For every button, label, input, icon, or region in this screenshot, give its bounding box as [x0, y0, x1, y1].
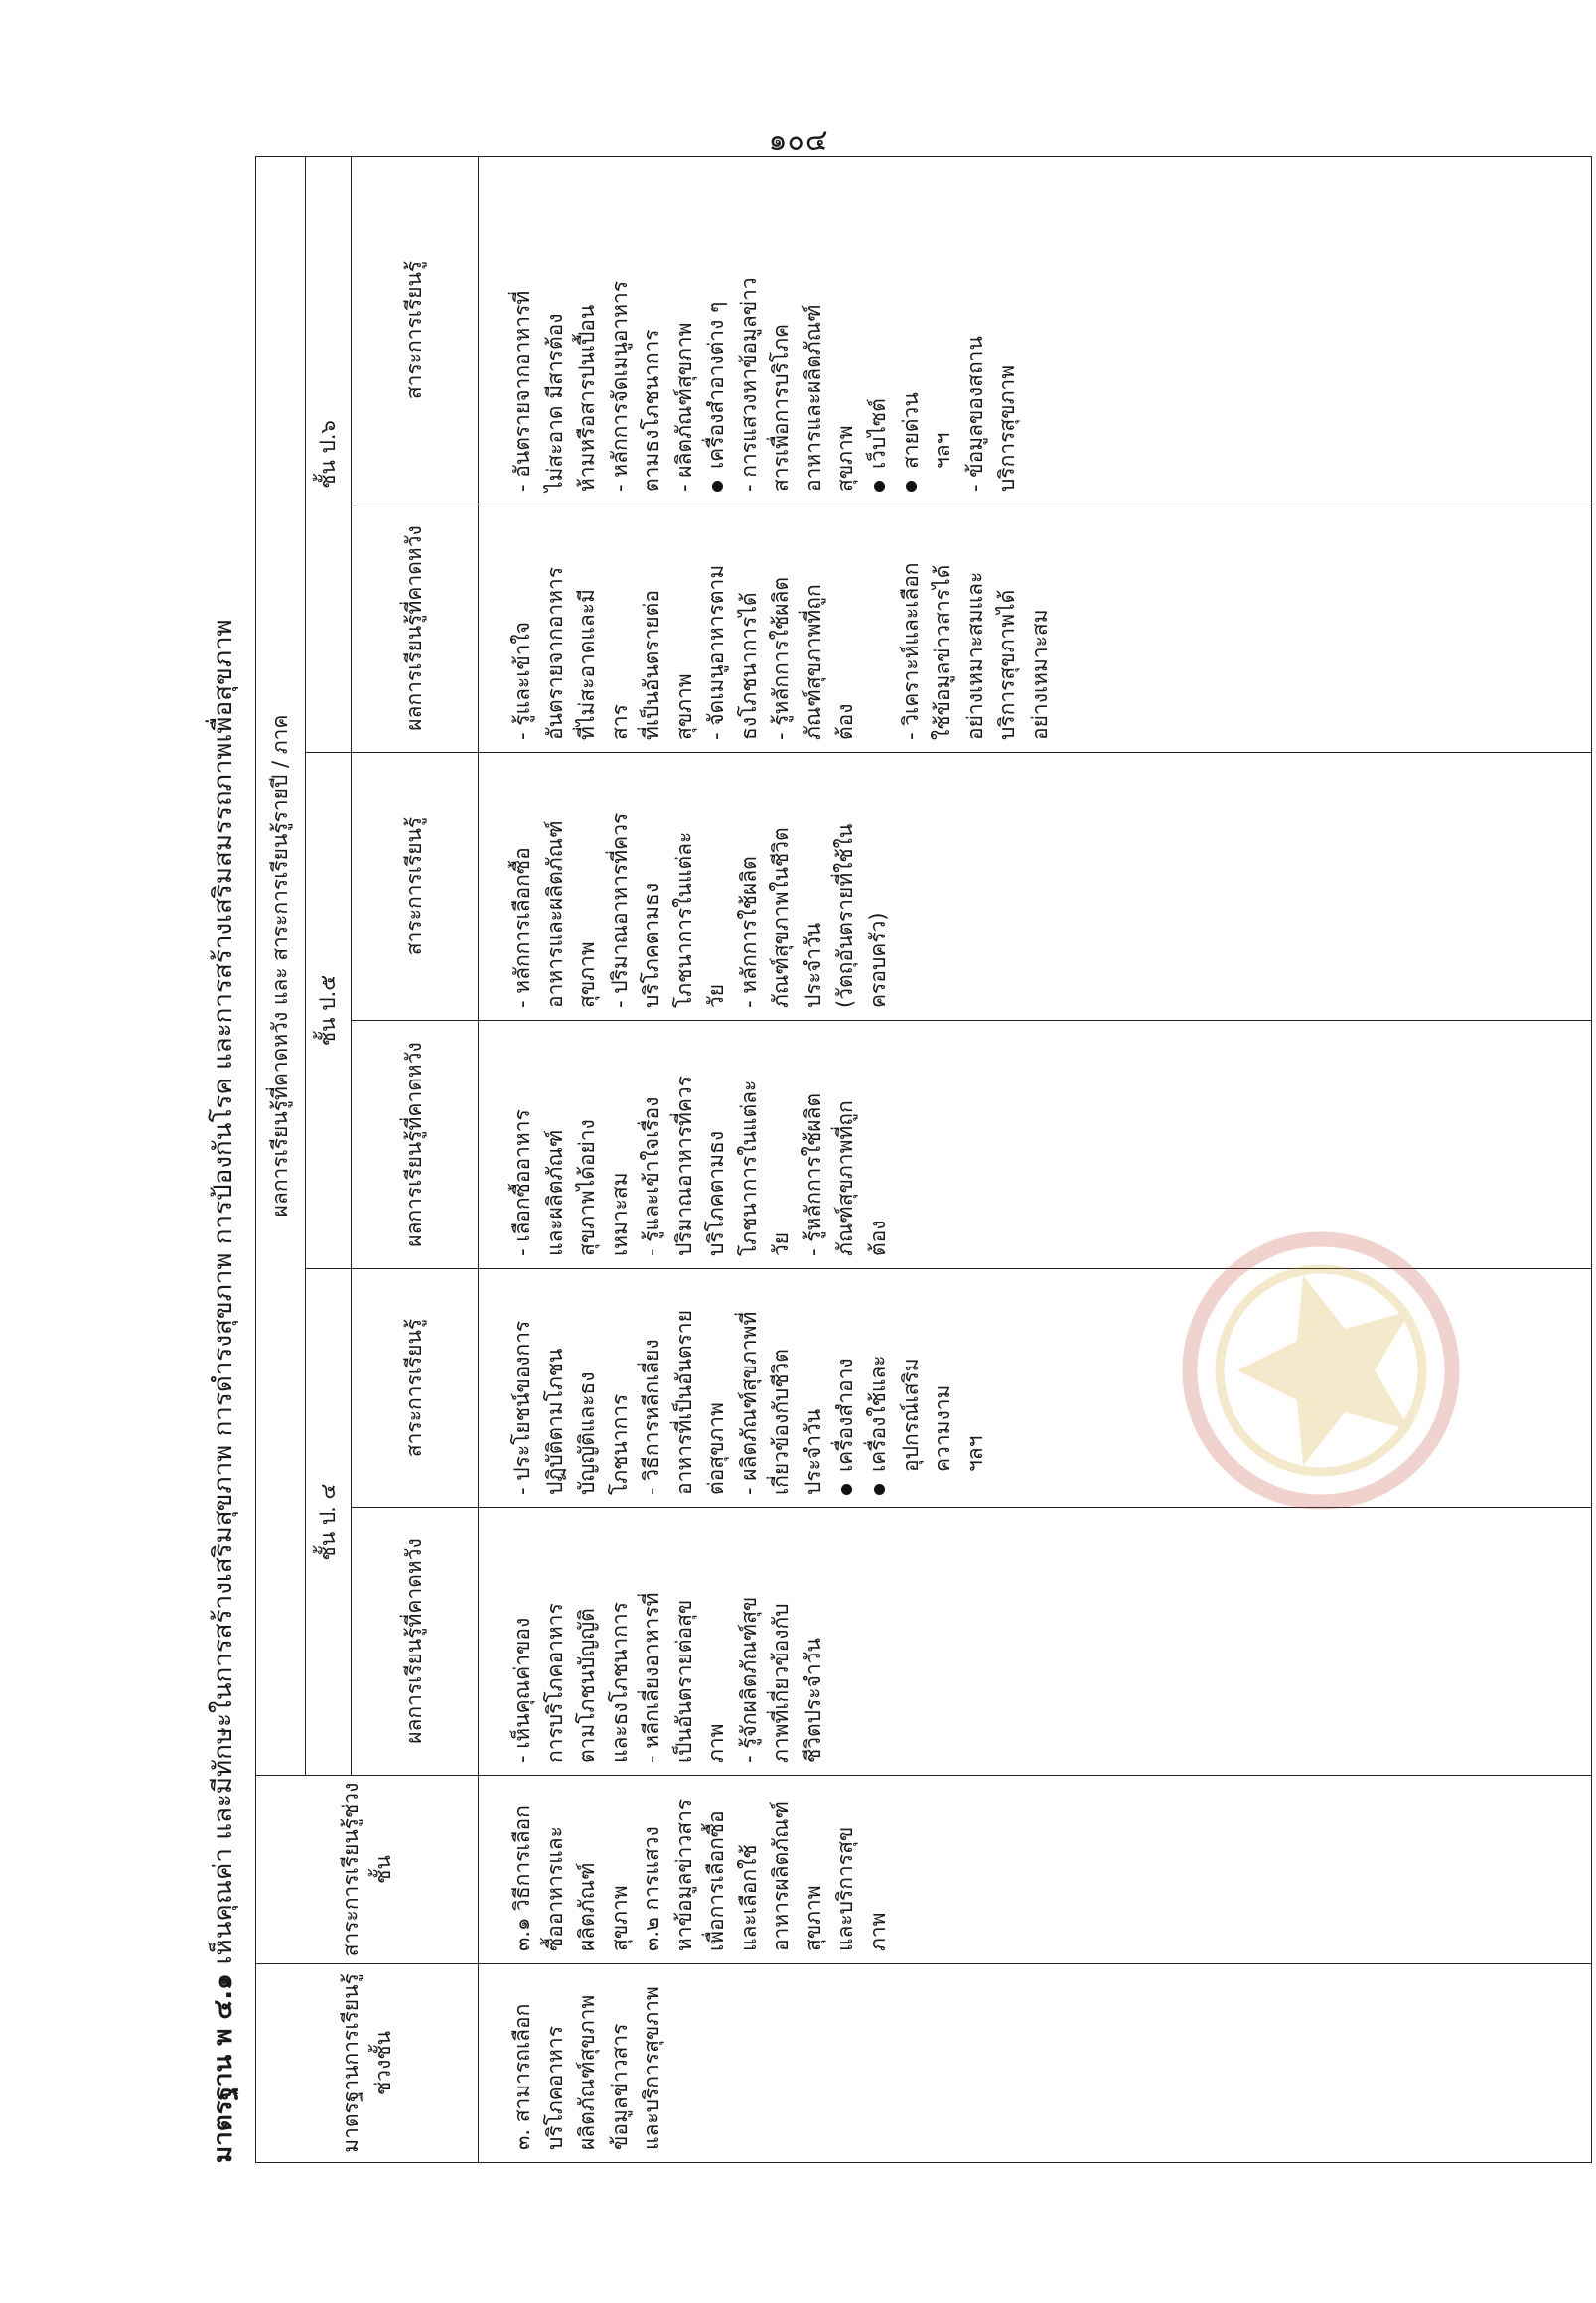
cell-content-p6	[479, 156, 1592, 504]
cell-line	[668, 763, 701, 1008]
cell-line: ซื้ออาหารและ	[542, 1826, 567, 1951]
cell-line	[733, 763, 766, 1008]
cell-line	[765, 763, 798, 1008]
cell-line-text: และธงโภชนาการ	[607, 1601, 632, 1763]
cell-line	[539, 1031, 572, 1256]
cell-line: สุขภาพ	[800, 1885, 825, 1951]
cell-line	[862, 167, 895, 492]
cell-line	[604, 514, 637, 740]
header-outcome-p5: ผลการเรียนรู้ที่คาดหวัง	[352, 1021, 479, 1269]
header-outcome-p4: ผลการเรียนรู้ที่คาดหวัง	[352, 1508, 479, 1776]
cell-line	[765, 1031, 798, 1256]
cell-line	[927, 1279, 959, 1495]
cell-line	[862, 1031, 895, 1256]
cell-line-text: - จัดเมนูอาหารตาม	[704, 564, 729, 740]
cell-line-text: ต้อง	[833, 703, 858, 740]
cell-line-text: สาร	[607, 704, 632, 740]
header-grade-5: ชั้น ป.๕	[306, 753, 352, 1269]
cell-line	[895, 167, 928, 492]
cell-line	[733, 167, 766, 492]
cell-line-text: - ข้อมูลของสถาน	[962, 336, 987, 492]
cell-line-text: อันตรายจากอาหาร	[542, 566, 567, 740]
cell-line	[604, 1031, 637, 1256]
cell-line-text: ภาพที่เกี่ยวข้องกับ	[769, 1603, 794, 1763]
cell-line: อาหารผลิตภัณฑ์	[769, 1801, 794, 1951]
cell-line-text: เครื่องสำอางต่าง ๆ	[704, 301, 729, 469]
cell-line-text: - หลักการเลือกซื้อ	[510, 847, 534, 1008]
cell-line-text: (วัตถุอันตรายที่ใช้ใน	[833, 823, 858, 1008]
cell-line	[862, 763, 895, 1008]
bullet-icon	[906, 481, 917, 492]
cell-line	[636, 167, 668, 492]
cell-line-text: บริโภคตามธง	[640, 882, 664, 1008]
cell-line	[862, 514, 895, 740]
cell-line	[829, 763, 862, 1008]
header-content-p4: สาระการเรียนรู้	[352, 1269, 479, 1508]
cell-line: ผลิตภัณฑ์	[575, 1862, 600, 1951]
cell-line	[539, 514, 572, 740]
cell-line-text: ที่เป็นอันตรายต่อ	[640, 590, 664, 740]
cell-line: ๓.๑ วิธีการเลือก	[510, 1805, 534, 1951]
cell-line	[798, 1279, 830, 1495]
cell-line	[700, 1279, 733, 1495]
cell-line-text: - เห็นคุณค่าของ	[510, 1617, 534, 1763]
cell-line-text: ความงาม	[931, 1384, 955, 1472]
cell-line	[571, 514, 604, 740]
cell-line	[733, 1279, 766, 1495]
cell-line-text: - หลีกเลี่ยงอาหารที่	[640, 1592, 664, 1763]
cell-line-text: อุปกรณ์เสริม	[898, 1358, 923, 1472]
cell-line	[991, 514, 1024, 740]
cell-line-text: ที่ไม่สะอาดและมี	[575, 589, 600, 740]
header-standard: มาตรฐานการเรียนรู้ช่วงชั้น	[256, 1964, 479, 2163]
cell-line-text: - วิเคราะห์และเลือก	[898, 562, 923, 740]
cell-line	[668, 514, 701, 740]
cell-line	[507, 167, 539, 492]
cell-line	[1024, 514, 1057, 740]
cell-line	[765, 167, 798, 492]
standard-title	[194, 157, 253, 2163]
cell-line	[700, 1517, 733, 1763]
cell-line-text: เครื่องสำอาง	[833, 1358, 858, 1472]
cell-line-text: - ปริมาณอาหารที่ควร	[607, 812, 632, 1008]
cell-line	[571, 1517, 604, 1763]
cell-line: และบริการสุขภาพ	[640, 1986, 664, 2150]
cell-line-text: - วิธีการหลีกเลี่ยง	[640, 1339, 664, 1495]
cell-line	[507, 1031, 539, 1256]
bullet-icon	[841, 1484, 852, 1495]
cell-line	[668, 1279, 701, 1495]
cell-line	[798, 763, 830, 1008]
cell-line-text: - ประโยชน์ของการ	[510, 1320, 534, 1495]
school-emblem-watermark	[1172, 1222, 1470, 1519]
cell-line-text: สุขภาพ	[671, 673, 696, 740]
header-outcome-p6: ผลการเรียนรู้ที่คาดหวัง	[352, 504, 479, 753]
cell-line	[636, 763, 668, 1008]
cell-line-text: โภชนาการในแต่ละ	[671, 831, 696, 1008]
cell-line	[571, 1031, 604, 1256]
cell-line	[765, 1279, 798, 1495]
cell-line-text: บริการสุขภาพ	[995, 364, 1020, 492]
cell-line	[798, 514, 830, 740]
header-content: สาระการเรียนรู้ช่วงชั้น	[256, 1776, 479, 1964]
cell-line	[700, 514, 733, 740]
cell-line-text: อาหารและผลิตภัณฑ์	[800, 304, 825, 492]
cell-line	[829, 167, 862, 492]
bullet-icon	[874, 1484, 885, 1495]
cell-line	[571, 167, 604, 492]
cell-line	[636, 1517, 668, 1763]
cell-line-text: - หลักการจัดเมนูอาหาร	[607, 280, 632, 492]
cell-line	[927, 514, 959, 740]
bullet-icon	[874, 481, 885, 492]
cell-line	[798, 1031, 830, 1256]
header-content-p5: สาระการเรียนรู้	[352, 753, 479, 1021]
rotated-document	[194, 157, 1594, 2163]
cell-line-text: - ผลิตภัณฑ์สุขภาพที่	[736, 1311, 761, 1495]
cell-line: สุขภาพ	[607, 1885, 632, 1951]
cell-line: หาข้อมูลข่าวสาร	[671, 1799, 696, 1951]
cell-line: และเลือกใช้	[736, 1844, 761, 1951]
cell-line	[507, 514, 539, 740]
cell-line-text: ตามโภชนบัญญัติ	[575, 1608, 600, 1763]
cell-line-text: - หลักการใช้ผลิต	[736, 856, 761, 1008]
cell-line	[539, 1279, 572, 1495]
cell-line-text: ไม่สะอาด มีสารต้อง	[542, 313, 567, 492]
cell-line-text: วัย	[704, 983, 729, 1008]
cell-line-text: ต้อง	[866, 1220, 891, 1256]
cell-line-text: - รู้หลักการใช้ผลิต	[800, 1092, 825, 1256]
cell-line-text: ห้ามหรือสารปนเปื้อน	[575, 304, 600, 492]
cell-line-text: - รู้และเข้าใจเรื่อง	[640, 1096, 664, 1256]
cell-line	[700, 1031, 733, 1256]
cell-line: บริโภคอาหาร	[542, 2025, 567, 2150]
cell-line	[539, 763, 572, 1008]
cell-line	[733, 1517, 766, 1763]
cell-line-text: อย่างเหมาะสมและ	[962, 571, 987, 740]
cell-line: ภาพ	[866, 1912, 891, 1951]
cell-line	[895, 514, 928, 740]
bullet-icon	[712, 481, 723, 492]
cell-line-text	[866, 733, 890, 740]
cell-line-text: ตามธงโภชนาการ	[640, 329, 664, 492]
cell-line-text: อาหารที่เป็นอันตราย	[671, 1309, 696, 1495]
cell-line	[829, 1031, 862, 1256]
cell-line	[927, 167, 959, 492]
cell-line-text: โภชนาการในแต่ละ	[736, 1080, 761, 1256]
cell-line	[507, 763, 539, 1008]
cell-line	[733, 1031, 766, 1256]
page-number: ๑๐๔	[768, 123, 828, 158]
cell-line-text: เว็บไซต์	[866, 398, 891, 469]
cell-content-range	[479, 1776, 1592, 1964]
cell-line	[604, 167, 637, 492]
standard-code: มาตรฐาน พ ๔.๑	[209, 1973, 238, 2163]
cell-line	[991, 167, 1024, 492]
cell-line-text: ภัณฑ์สุขภาพที่ถูก	[800, 584, 825, 740]
standard-description: เห็นคุณค่า และมีทักษะในการสร้างเสริมสุขภาพ การดำรงสุขภาพ การป้องกันโรค และการสร้างเสริมสมรรถภาพเพื่อสุขภาพ	[209, 619, 238, 1965]
cell-line	[604, 763, 637, 1008]
cell-line	[862, 1279, 895, 1495]
cell-line: ข้อมูลข่าวสาร	[607, 2023, 632, 2150]
cell-line	[636, 1031, 668, 1256]
cell-line-text: เครื่องใช้และ	[866, 1355, 891, 1472]
header-grade-4: ชั้น ป. ๔	[306, 1269, 352, 1776]
cell-line-text: ใช้ข้อมูลข่าวสารได้	[931, 564, 955, 740]
cell-line-text: ปฏิบัติตามโภชน	[542, 1348, 567, 1495]
cell-line-text: ธงโภชนาการได้	[736, 592, 761, 740]
cell-line-text: - รู้จักผลิตภัณฑ์สุข	[736, 1596, 761, 1763]
cell-line-text: - รู้และเข้าใจ	[510, 621, 534, 740]
cell-line-text: สุขภาพ	[833, 425, 858, 492]
cell-line-text: - เลือกซื้ออาหาร	[510, 1109, 534, 1256]
cell-line-text: ภาพ	[704, 1723, 729, 1763]
cell-line-text: - รู้หลักการใช้ผลิต	[769, 576, 794, 740]
cell-line: ๓. สามารถเลือก	[510, 2003, 534, 2150]
cell-line-text: การบริโภคอาหาร	[542, 1603, 567, 1763]
cell-line	[733, 514, 766, 740]
cell-line-text: ประจำวัน	[800, 1408, 825, 1495]
cell-line	[765, 514, 798, 740]
cell-line-text: โภชนาการ	[607, 1393, 632, 1495]
cell-line	[700, 763, 733, 1008]
curriculum-table	[255, 156, 1592, 2163]
cell-line-text: อย่างเหมาะสม	[1027, 609, 1052, 740]
header-grade-6: ชั้น ป.๖	[306, 156, 352, 752]
cell-line-text: สายด่วน	[898, 392, 923, 469]
cell-line-text: ชีวิตประจำวัน	[800, 1638, 825, 1763]
cell-line-text: ประจำวัน	[800, 922, 825, 1008]
cell-line	[798, 167, 830, 492]
cell-line	[507, 1279, 539, 1495]
cell-content-p5	[479, 753, 1592, 1021]
cell-line-text: ต่อสุขภาพ	[704, 1402, 729, 1495]
cell-line	[668, 167, 701, 492]
cell-line-text: บริการสุขภาพได้	[995, 589, 1020, 740]
cell-line	[765, 1517, 798, 1763]
cell-line-text: สารเพื่อการบริโภค	[769, 323, 794, 492]
cell-line-text: เป็นอันตรายต่อสุข	[671, 1599, 696, 1763]
cell-line	[636, 1279, 668, 1495]
cell-line	[571, 1279, 604, 1495]
cell-line	[895, 1279, 928, 1495]
cell-line	[604, 1279, 637, 1495]
cell-standard	[479, 1964, 1592, 2163]
cell-line-text: ภัณฑ์สุขภาพในชีวิต	[769, 827, 794, 1008]
cell-line	[959, 1279, 992, 1495]
cell-line-text: ครอบครัว)	[866, 912, 891, 1008]
cell-line	[829, 1279, 862, 1495]
cell-line: เพื่อการเลือกซื้อ	[704, 1810, 729, 1951]
cell-outcome-p6	[479, 504, 1592, 753]
cell-line-text: - อันตรายจากอาหารที่	[510, 290, 534, 492]
cell-line-text: ฯลฯ	[931, 432, 955, 469]
cell-line-text: อาหารและผลิตภัณฑ์	[542, 820, 567, 1008]
cell-line-text: - การแสวงหาข้อมูลข่าว	[736, 277, 761, 492]
cell-line	[668, 1517, 701, 1763]
cell-line	[798, 1517, 830, 1763]
cell-line	[829, 514, 862, 740]
header-content-p6: สาระการเรียนรู้	[352, 156, 479, 504]
cell-line-text: ภัณฑ์สุขภาพที่ถูก	[833, 1100, 858, 1256]
cell-line-text: เกี่ยวข้องกับชีวิต	[769, 1349, 794, 1495]
cell-line-text: สุขภาพได้อย่าง	[575, 1119, 600, 1256]
cell-line-text: - ผลิตภัณฑ์สุขภาพ	[671, 322, 696, 492]
cell-line	[959, 514, 992, 740]
cell-line-text: เหมาะสม	[607, 1172, 632, 1256]
cell-line-text: สุขภาพ	[575, 941, 600, 1008]
cell-line: ๓.๒ การแสวง	[640, 1826, 664, 1951]
table-row	[479, 156, 1592, 2162]
cell-line	[604, 1517, 637, 1763]
cell-line	[636, 514, 668, 740]
header-outcome-group: ผลการเรียนรู้ที่คาดหวัง และ สาระการเรียนรู้รายปี / ภาค	[256, 156, 306, 1775]
cell-line	[507, 1517, 539, 1763]
cell-line-text: ปริมาณอาหารที่ควร	[671, 1075, 696, 1256]
cell-line	[959, 167, 992, 492]
cell-line-text: บริโภคตามธง	[704, 1130, 729, 1256]
cell-line	[700, 167, 733, 492]
cell-line	[571, 763, 604, 1008]
cell-line: และบริการสุข	[833, 1826, 858, 1951]
cell-line-text: ฯลฯ	[962, 1435, 987, 1472]
cell-line-text: บัญญัติและธง	[575, 1371, 600, 1495]
cell-line	[539, 167, 572, 492]
cell-line-text: วัย	[769, 1231, 794, 1256]
cell-line	[668, 1031, 701, 1256]
cell-outcome-p4	[479, 1508, 1592, 1776]
cell-line: ผลิตภัณฑ์สุขภาพ	[575, 1994, 600, 2150]
cell-line	[539, 1517, 572, 1763]
cell-line-text: และผลิตภัณฑ์	[542, 1129, 567, 1256]
